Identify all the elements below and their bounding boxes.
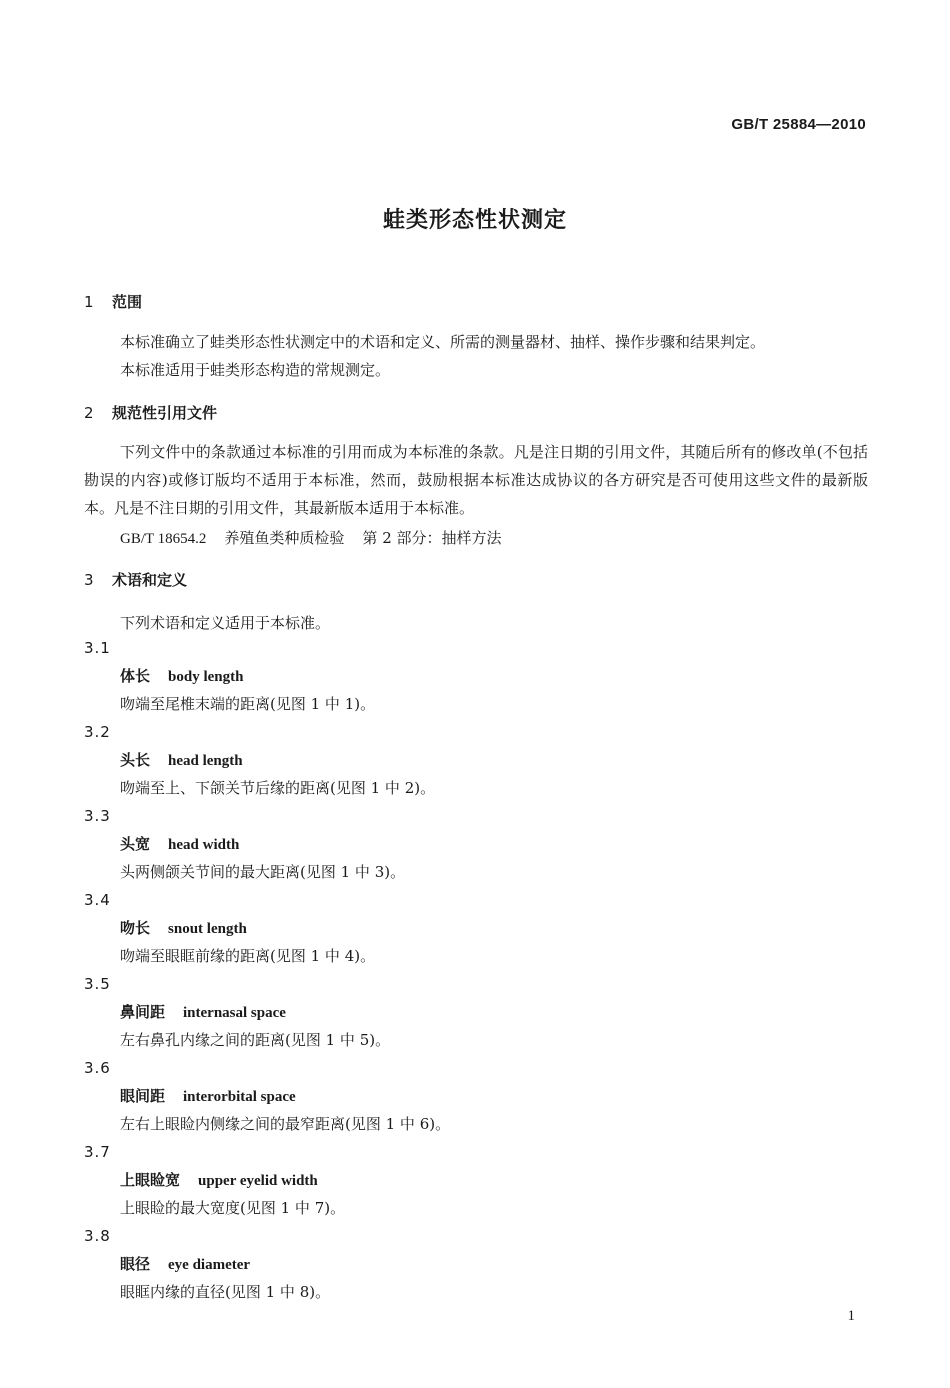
terms-intro: 下列术语和定义适用于本标准。 bbox=[120, 614, 331, 632]
term-zh: 上眼睑宽 bbox=[120, 1171, 181, 1189]
section-1-heading bbox=[84, 291, 142, 312]
term-heading bbox=[120, 1085, 296, 1106]
clause-number: 3.3 bbox=[84, 807, 111, 825]
term-definition: 左右上眼睑内侧缘之间的最窄距离(见图 1 中 6)。 bbox=[120, 1115, 451, 1133]
term-en: head width bbox=[168, 837, 240, 853]
term-zh: 眼间距 bbox=[120, 1087, 166, 1105]
reference-name: 养殖鱼类种质检验 bbox=[224, 529, 345, 547]
page-number: 1 bbox=[847, 1308, 855, 1324]
clause-number: 3.1 bbox=[84, 639, 111, 657]
section-2-heading bbox=[84, 402, 217, 423]
term-en: body length bbox=[168, 669, 244, 685]
term-definition: 吻端至眼眶前缘的距离(见图 1 中 4)。 bbox=[120, 947, 376, 965]
term-definition: 上眼睑的最大宽度(见图 1 中 7)。 bbox=[120, 1199, 346, 1217]
term-en: head length bbox=[168, 753, 243, 769]
term-zh: 鼻间距 bbox=[120, 1003, 166, 1021]
term-heading bbox=[120, 833, 239, 854]
term-definition: 左右鼻孔内缘之间的距离(见图 1 中 5)。 bbox=[120, 1031, 391, 1049]
reference-part: 第 2 部分：抽样方法 bbox=[362, 529, 502, 547]
clause-number: 3.4 bbox=[84, 891, 111, 909]
clause-number: 3.6 bbox=[84, 1059, 111, 1077]
scope-paragraph-1: 本标准确立了蛙类形态性状测定中的术语和定义、所需的测量器材、抽样、操作步骤和结果判定。 bbox=[120, 333, 766, 351]
document-title: 蛙类形态性状测定 bbox=[382, 208, 567, 233]
term-definition: 吻端至尾椎末端的距离(见图 1 中 1)。 bbox=[120, 695, 376, 713]
reference-document bbox=[120, 527, 502, 548]
reference-code: GB/T 18654.2 bbox=[120, 531, 207, 547]
term-heading bbox=[120, 665, 243, 686]
term-heading bbox=[120, 1001, 286, 1022]
clause-number: 3.7 bbox=[84, 1143, 111, 1161]
section-3-heading bbox=[84, 569, 187, 590]
section-title: 术语和定义 bbox=[112, 571, 188, 589]
term-heading bbox=[120, 917, 247, 938]
term-definition: 头两侧颌关节间的最大距离(见图 1 中 3)。 bbox=[120, 863, 406, 881]
term-heading bbox=[120, 1253, 250, 1274]
term-en: interorbital space bbox=[183, 1089, 296, 1105]
scope-paragraph-2: 本标准适用于蛙类形态构造的常规测定。 bbox=[120, 361, 391, 379]
term-zh: 头宽 bbox=[120, 835, 151, 853]
term-heading bbox=[120, 1169, 318, 1190]
term-en: eye diameter bbox=[168, 1257, 251, 1273]
clause-number: 3.5 bbox=[84, 975, 111, 993]
clause-number: 3.2 bbox=[84, 723, 111, 741]
term-zh: 吻长 bbox=[120, 919, 151, 937]
term-definition: 眼眶内缘的直径(见图 1 中 8)。 bbox=[120, 1283, 331, 1301]
standard-code: GB/T 25884—2010 bbox=[731, 116, 866, 133]
section-title: 范围 bbox=[112, 293, 143, 311]
clause-number: 3.8 bbox=[84, 1227, 111, 1245]
term-zh: 眼径 bbox=[120, 1255, 151, 1273]
term-en: snout length bbox=[168, 921, 247, 937]
term-zh: 体长 bbox=[120, 667, 151, 685]
references-paragraph: 下列文件中的条款通过本标准的引用而成为本标准的条款。凡是注日期的引用文件，其随后所有的修改单(不包括勘误的内容)或修订版均不适用于本标准，然而，鼓励根据本标准达成协议的各方研究是否可使用这些文件的最新版本。凡是不注日期的引用文件，其最新版本适用于本标准。 bbox=[84, 443, 868, 517]
section-title: 规范性引用文件 bbox=[112, 404, 218, 422]
term-en: internasal space bbox=[183, 1005, 286, 1021]
term-definition: 吻端至上、下颌关节后缘的距离(见图 1 中 2)。 bbox=[120, 779, 436, 797]
section-number: 1 bbox=[84, 293, 94, 311]
term-zh: 头长 bbox=[120, 751, 151, 769]
term-heading bbox=[120, 749, 243, 770]
term-en: upper eyelid width bbox=[198, 1173, 318, 1189]
section-number: 3 bbox=[84, 571, 94, 589]
section-number: 2 bbox=[84, 404, 94, 422]
